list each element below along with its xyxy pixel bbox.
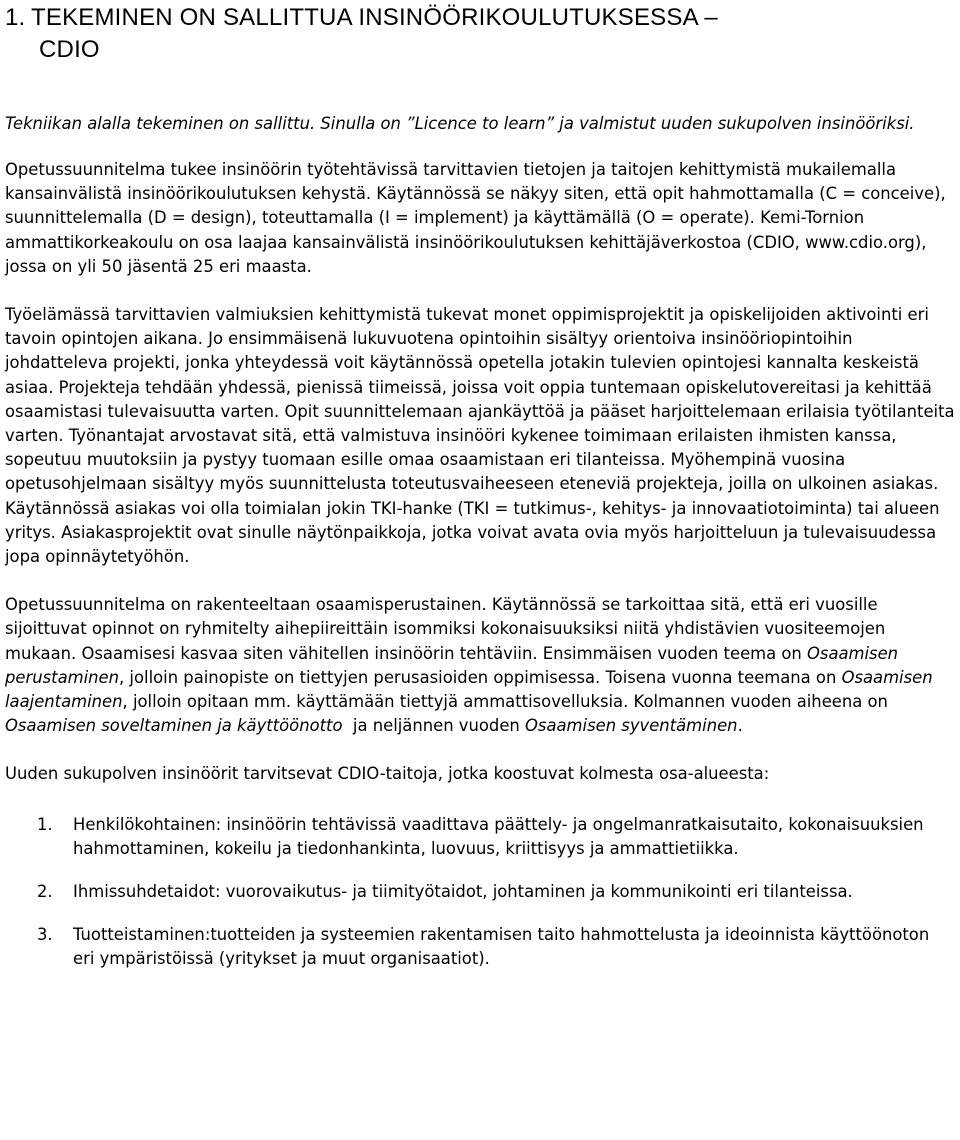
intro-paragraph: Tekniikan alalla tekeminen on sallittu. Sinulla on ”Licence to learn” ja valmistut uuden sukupolven insinööriksi.	[5, 114, 915, 133]
theme-year4: Osaamisen syventäminen	[525, 716, 738, 736]
list-item-text: Tuotteistaminen:tuotteiden ja systeemien rakentamisen taito hahmottelusta ja ideoinnista käyttöönoton eri ympäristöissä (yritykset ja muut organisaatiot).	[73, 925, 930, 969]
cdio-skill-areas-list	[5, 813, 955, 972]
list-item-number: 3.	[37, 925, 53, 945]
paragraph-learning-projects: Työelämässä tarvittavien valmiuksien kehittymistä tukevat monet oppimisprojektit ja opiskelijoiden aktivointi eri tavoin opintojen aikana. Jo ensimmäisenä lukuvuotena opintoihin sisältyy orientoiva insinööriopintoihin johdatteleva projekti, jonka yhteydessä voit käytännössä opetella jotakin tulevien opintojesi kannalta keskeistä asiaa. Projekteja tehdään yhdessä, pienissä tiimeissä, joissa voit oppia tuntemaan opiskelutovereitasi ja kehittää osaamistasi tulevaisuutta varten. Opit suunnittelemaan ajankäyttöä ja pääset harjoittelemaan erilaisia työtilanteita varten. Työnantajat arvostavat sitä, että valmistuva insinööri kykenee toimimaan erilaisten ihmisten kanssa, sopeutuu muutoksiin ja pystyy tuomaan esille omaa osaamistaan eri tilanteissa. Myöhempinä vuosina opetusohjelmaan sisältyy myös suunnittelusta toteutusvaiheeseen eteneviä projekteja, joilla on ulkoinen asiakas. Käytännössä asiakas voi olla toimialan jokin TKI-hanke (TKI = tutkimus-, kehitys- ja innovaatiotoiminta) tai alueen yritys. Asiakasprojektit ovat sinulle näytönpaikkoja, jotka voivat avata ovia myös harjoitteluun ja tulevaisuudessa jopa opinnäytetyöhön.	[5, 305, 955, 567]
list-item-text: Henkilökohtainen: insinöörin tehtävissä vaadittava päättely- ja ongelmanratkaisutaito, kokonaisuuksien hahmottaminen, kokeilu ja tiedonhankinta, luovuus, kriittisyys ja ammattietiikka.	[73, 814, 924, 858]
paragraph-competence-themes	[5, 593, 955, 738]
list-item-number: 2.	[37, 882, 53, 902]
document-page	[5, 0, 955, 991]
themes-text-part3: , jolloin opitaan mm. käyttämään tiettyjä ammattisovelluksia. Kolmannen vuoden aiheena on	[122, 692, 888, 712]
list-item-text: Ihmissuhdetaidot: vuorovaikutus- ja tiimityötaidot, johtaminen ja kommunikointi eri tilanteissa.	[73, 882, 853, 902]
paragraph-cdio-skills-intro: Uuden sukupolven insinöörit tarvitsevat CDIO-taitoja, jotka koostuvat kolmesta osa-alueesta:	[5, 764, 770, 784]
heading-title-line1: TEKEMINEN ON SALLITTUA INSINÖÖRIKOULUTUKSESSA –	[31, 4, 718, 31]
heading-first-line	[5, 2, 955, 34]
theme-year3: Osaamisen soveltaminen ja käyttöönotto	[5, 716, 343, 736]
list-item	[5, 880, 955, 904]
section-heading	[5, 2, 955, 66]
heading-number: 1.	[5, 4, 26, 31]
theme-year2: Osaamisen laajentaminen	[5, 667, 933, 712]
themes-text-part5: .	[737, 716, 743, 736]
list-item	[5, 923, 955, 971]
list-item	[5, 813, 955, 861]
list-item-number: 1.	[37, 814, 53, 834]
theme-year1: Osaamisen perustaminen	[5, 643, 899, 687]
heading-title-line2: CDIO	[39, 36, 100, 63]
themes-text-part4: ja neljännen vuoden	[342, 716, 526, 736]
themes-text-part1: Opetussuunnitelma on rakenteeltaan osaamisperustainen. Käytännössä se tarkoittaa sitä, että eri vuosille sijoittuvat opinnot on ryhmitelty aihepiireittäin isommiksi kokonaisuuksiksi niitä yhdistävien vuositeemojen mukaan. Osaamisesi kasvaa siten vähitellen insinöörin tehtäviin. Ensimmäisen vuoden teema on	[5, 595, 886, 663]
paragraph-curriculum-framework: Opetussuunnitelma tukee insinöörin työtehtävissä tarvittavien tietojen ja taitojen kehittymistä mukailemalla kansainvälistä insinöörikoulutuksen kehystä. Käytännössä se näkyy siten, että opit hahmottamalla (C = conceive), suunnittelemalla (D = design), toteuttamalla (I = implement) ja käyttämällä (O = operate). Kemi-Tornion ammattikorkeakoulu on osa laajaa kansainvälistä insinöörikoulutuksen kehittäjäverkostoa (CDIO, www.cdio.org), jossa on yli 50 jäsentä 25 eri maasta.	[5, 160, 946, 276]
themes-text-part2: , jolloin painopiste on tiettyjen perusasioiden oppimisessa. Toisena vuonna teemana on	[119, 667, 842, 687]
